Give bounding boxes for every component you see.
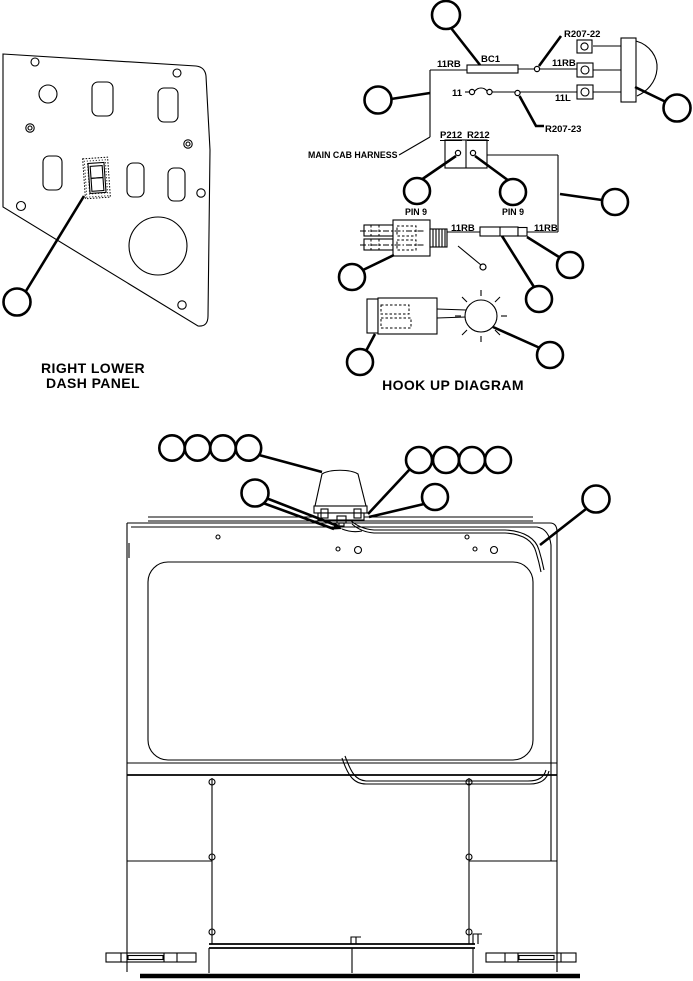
label-bc1: BC1 xyxy=(481,54,501,65)
leader-line xyxy=(540,509,586,545)
callout-balloon xyxy=(242,480,269,507)
hookup-title: HOOK UP DIAGRAM xyxy=(382,377,524,393)
callout-balloon xyxy=(347,349,373,375)
left-bracket xyxy=(106,953,196,962)
callout-balloon xyxy=(485,447,511,473)
callout-balloon xyxy=(236,435,261,460)
highlighted-switch xyxy=(83,157,111,199)
leader-line xyxy=(560,194,602,200)
bracket-slot xyxy=(128,956,163,960)
cab-inner-edge xyxy=(131,527,551,861)
hookup-figure xyxy=(308,1,691,393)
leader-line xyxy=(363,255,394,270)
switch-cutout xyxy=(158,88,178,122)
connector-1 xyxy=(360,220,447,256)
breaker-arc xyxy=(475,88,487,91)
callout-balloon-pin9 xyxy=(500,179,526,205)
screw-hole-inner xyxy=(186,142,190,146)
cab-rear-view-figure xyxy=(106,435,610,976)
leader-line xyxy=(399,137,430,155)
switch-cutout xyxy=(168,168,185,201)
rear-window xyxy=(148,562,533,760)
callout-balloon xyxy=(339,264,365,290)
label-pin9-left: PIN 9 xyxy=(405,207,428,217)
lamp-wire xyxy=(437,309,466,310)
bracket-slot xyxy=(519,956,554,960)
pin-node xyxy=(455,150,460,155)
label-r212: R212 xyxy=(467,130,490,141)
leader-line xyxy=(368,469,410,514)
label-11rb: 11RB xyxy=(437,59,461,70)
roof-hole xyxy=(465,535,469,539)
switch-cutout xyxy=(127,163,144,197)
bracket-body xyxy=(486,953,576,962)
leader-line xyxy=(26,196,84,291)
callout-balloon xyxy=(185,435,210,460)
splice-node xyxy=(515,90,520,95)
callout-balloon xyxy=(537,342,563,368)
label-main-cab-harness: MAIN CAB HARNESS xyxy=(308,150,398,160)
callout-balloon xyxy=(583,486,610,513)
screw-hole-inner xyxy=(28,126,32,130)
leader-line xyxy=(527,237,559,257)
callout-balloon xyxy=(459,447,485,473)
leader-line xyxy=(502,236,534,287)
callout-balloon xyxy=(433,447,459,473)
wire-clip xyxy=(473,934,482,944)
screw-hole xyxy=(197,189,205,197)
dash-panel-title-line2: DASH PANEL xyxy=(46,375,140,391)
connector-body xyxy=(393,220,430,256)
leader-line xyxy=(520,96,545,126)
callout-balloon xyxy=(422,484,448,510)
screw-hole xyxy=(184,140,192,148)
leader-line xyxy=(391,93,430,99)
beacon-light xyxy=(314,470,367,526)
callout-balloon xyxy=(602,189,628,215)
leader-line xyxy=(366,334,375,351)
switch-terminal xyxy=(577,63,593,77)
fuse-bc1 xyxy=(467,65,518,73)
screw-hole xyxy=(17,202,26,211)
callout-balloon xyxy=(664,95,691,122)
inline-fuse xyxy=(480,227,518,236)
callout-balloon xyxy=(406,447,432,473)
harness-route-sill xyxy=(342,758,549,784)
breaker-terminal xyxy=(469,89,474,94)
lamp-wire xyxy=(437,317,466,318)
callout-balloon xyxy=(365,87,392,114)
connector-cap xyxy=(367,299,378,333)
dash-panel-title-line1: RIGHT LOWER xyxy=(41,360,145,376)
switch-terminal xyxy=(577,85,593,99)
dash-panel-figure xyxy=(3,54,210,391)
roof-hole xyxy=(355,547,362,554)
round-cutout xyxy=(39,85,57,103)
label-11rb: 11RB xyxy=(534,223,558,234)
switch-cutout xyxy=(43,156,62,190)
screw-hole xyxy=(26,124,34,132)
callout-balloon xyxy=(4,289,31,316)
leader-line xyxy=(259,455,322,472)
callout-balloon xyxy=(557,252,583,278)
switch-body xyxy=(621,38,636,102)
callout-balloon xyxy=(159,435,184,460)
label-11l: 11L xyxy=(555,93,571,104)
splice-node xyxy=(534,66,539,71)
roof-hole xyxy=(216,535,220,539)
pin-node xyxy=(470,150,475,155)
connector-2 xyxy=(367,298,466,334)
node-710-lead xyxy=(458,246,481,265)
callout-balloon xyxy=(526,286,552,312)
callout-balloon xyxy=(432,1,460,29)
roof-hole xyxy=(336,547,340,551)
label-11: 11 xyxy=(452,88,463,99)
cab-outer-edge xyxy=(127,523,557,861)
leader-line xyxy=(493,327,540,348)
roof-hole xyxy=(491,547,498,554)
callout-balloon-pin9 xyxy=(404,178,430,204)
label-pin9-right: PIN 9 xyxy=(502,207,525,217)
roof-hole xyxy=(473,547,477,551)
fuse-cap xyxy=(518,228,527,237)
wire-clip xyxy=(351,937,361,944)
label-11rb: 11RB xyxy=(552,58,576,69)
connector-body xyxy=(378,298,437,334)
label-r207-23: R207-23 xyxy=(545,124,582,135)
label-11rb: 11RB xyxy=(451,223,475,234)
callout-balloon xyxy=(210,435,235,460)
switch-cutout xyxy=(92,82,113,116)
screw-hole xyxy=(31,58,39,66)
beacon-dome xyxy=(315,470,366,506)
label-r207-22: R207-22 xyxy=(564,29,601,40)
lamp-bulb xyxy=(465,300,497,332)
node-710 xyxy=(480,264,486,270)
label-p212: P212 xyxy=(440,130,463,141)
switch-terminal xyxy=(577,40,592,53)
screw-hole xyxy=(178,301,186,309)
gauge-cutout xyxy=(129,217,187,275)
right-bracket xyxy=(486,953,576,962)
screw-hole xyxy=(173,69,181,77)
bracket-body xyxy=(106,953,196,962)
breaker-terminal xyxy=(487,89,492,94)
lamp-symbol xyxy=(455,290,507,342)
